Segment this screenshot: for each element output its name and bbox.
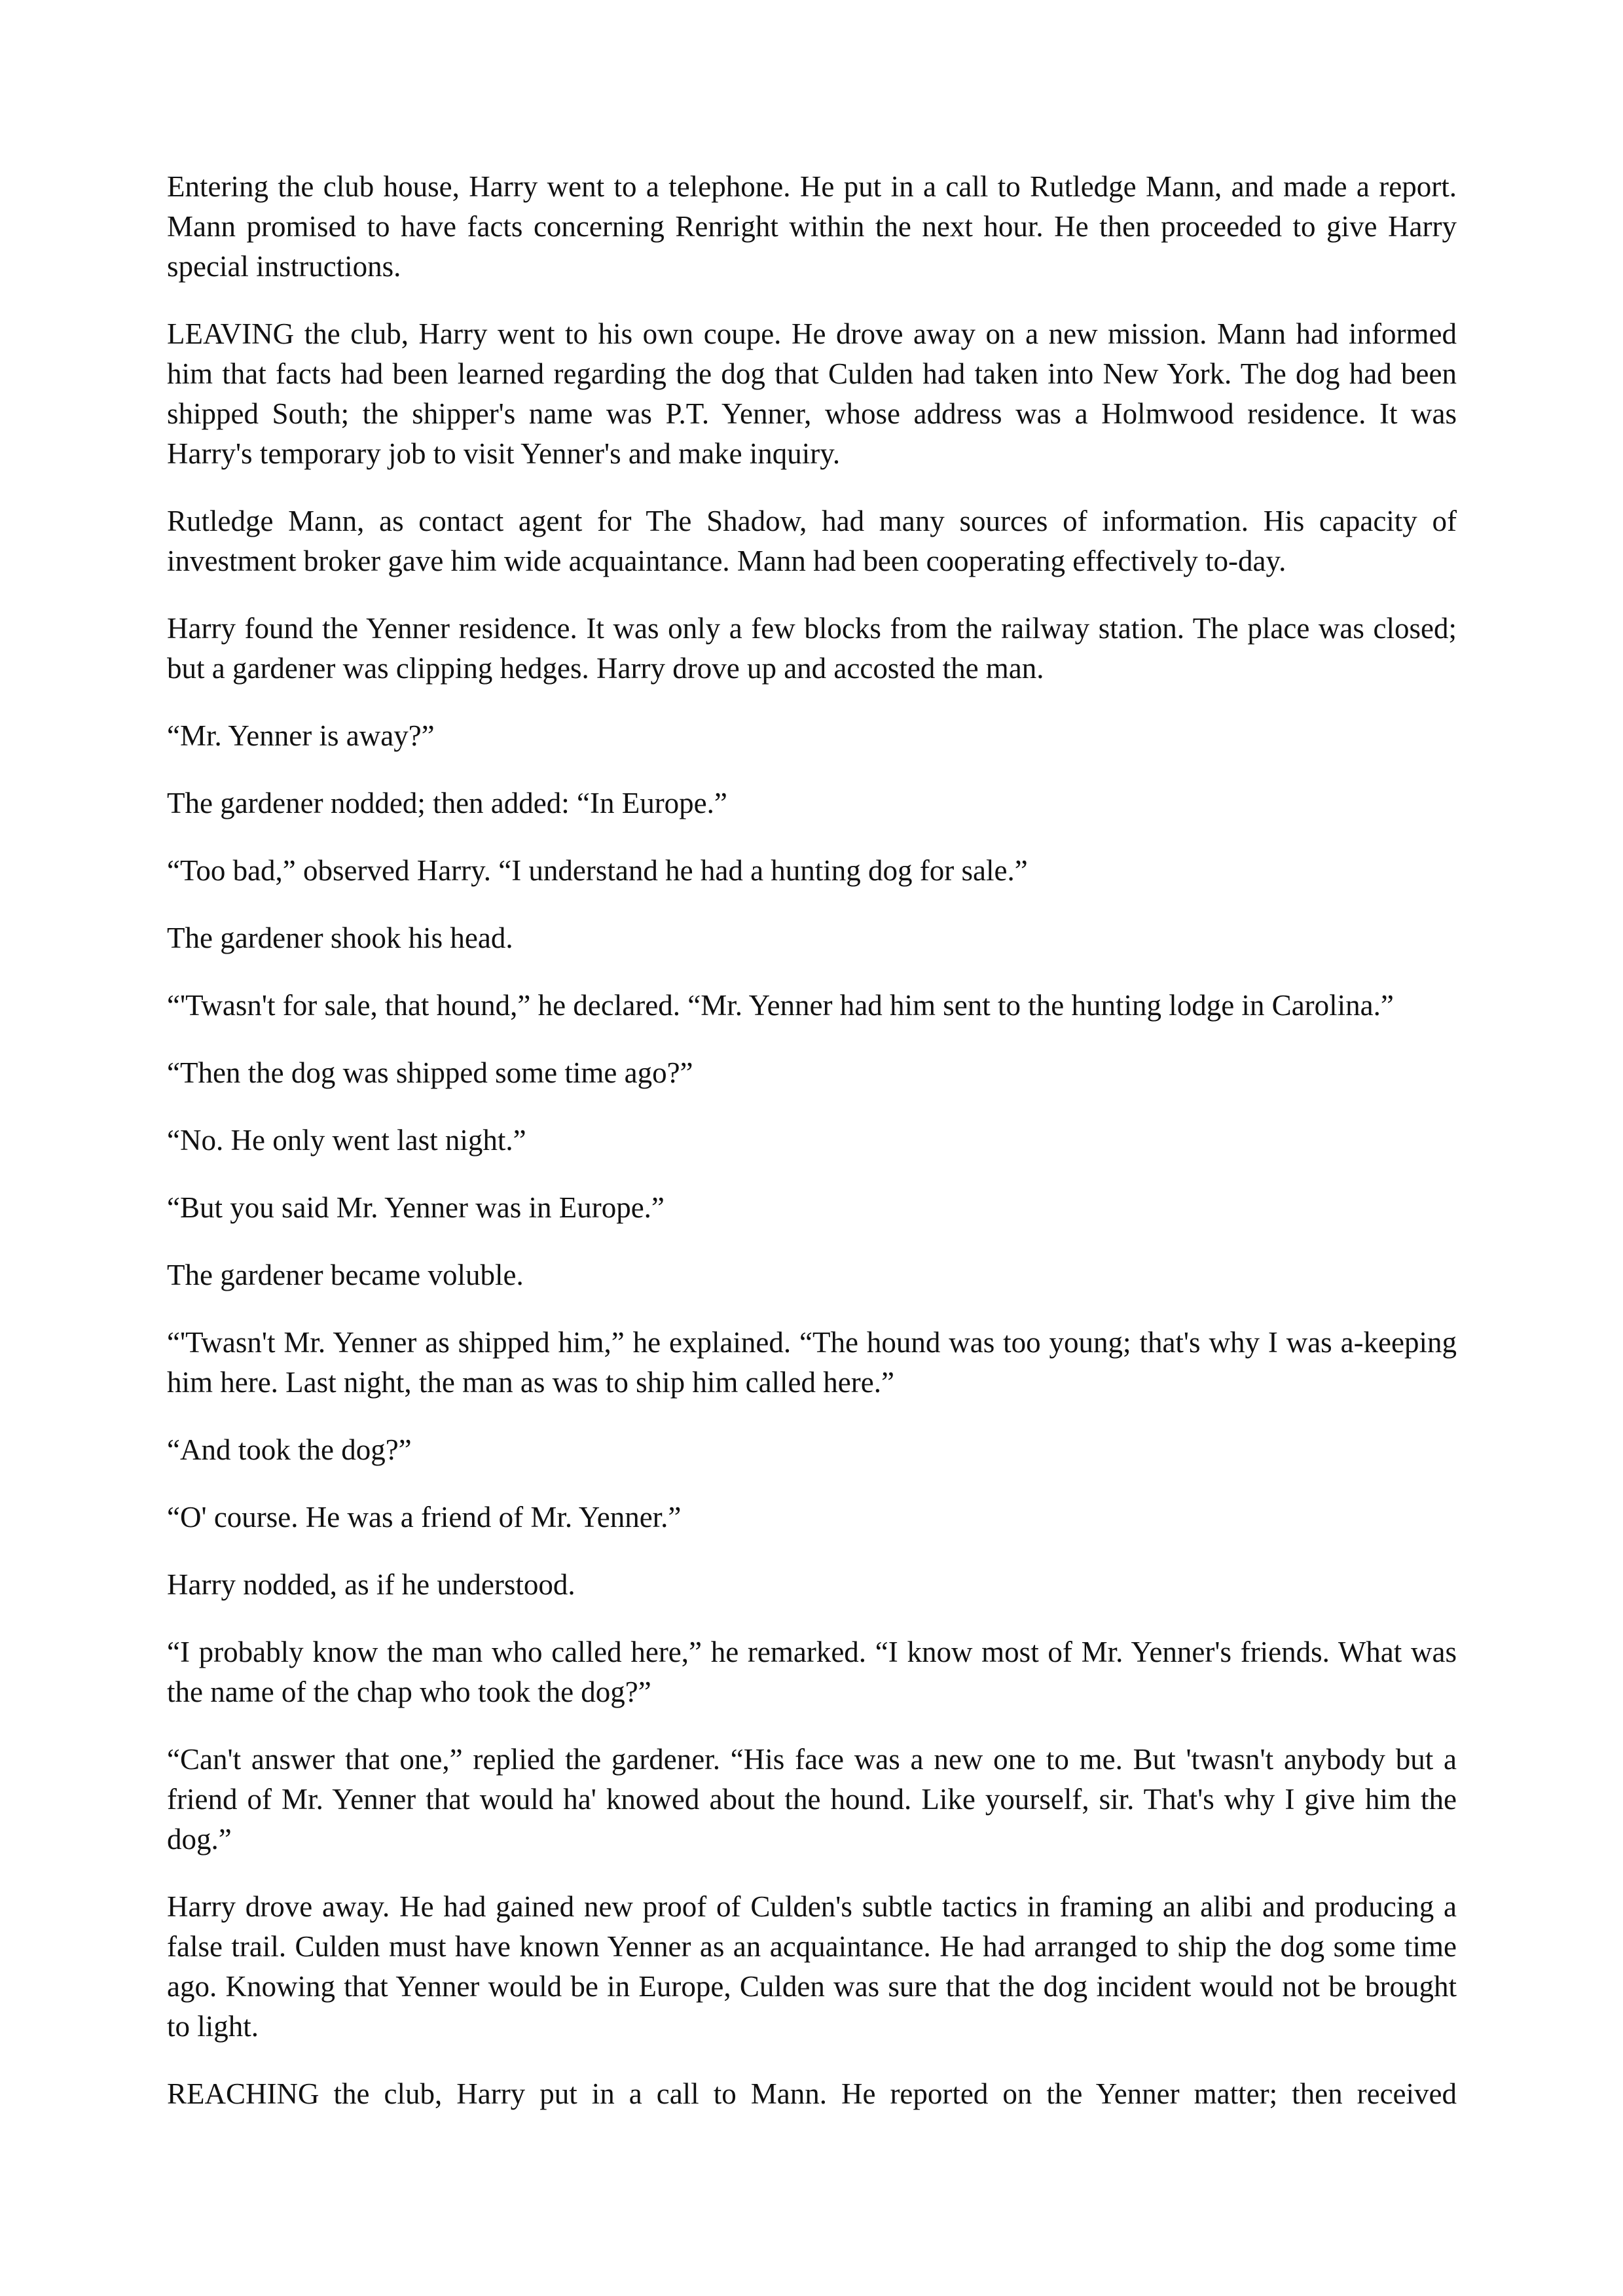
paragraph: Harry drove away. He had gained new proof of Culden's subtle tactics in framing an alibi and producing a false trail. Culden must have known Yenner as an acquaintance. He had arranged to ship the dog some time ago. Knowing that Yenner would be in Europe, Culden was sure that the dog incident would not be brought to light. (167, 1890, 1457, 2043)
paragraph: The gardener became voluble. (167, 1259, 524, 1291)
paragraph: “Then the dog was shipped some time ago?” (167, 1056, 693, 1089)
paragraph: “Too bad,” observed Harry. “I understand he had a hunting dog for sale.” (167, 854, 1028, 887)
paragraph: Harry found the Yenner residence. It was only a few blocks from the railway station. The place was closed; but a gardener was clipping hedges. Harry drove up and accosted the man. (167, 612, 1457, 685)
paragraph: “O' course. He was a friend of Mr. Yenner.” (167, 1501, 682, 1534)
paragraph: “'Twasn't for sale, that hound,” he declared. “Mr. Yenner had him sent to the hunting lodge in Carolina.” (167, 989, 1394, 1022)
paragraph: “I probably know the man who called here,” he remarked. “I know most of Mr. Yenner's friends. What was the name of the chap who took the dog?” (167, 1636, 1457, 1708)
paragraph: “Can't answer that one,” replied the gardener. “His face was a new one to me. But 'twasn't anybody but a friend of Mr. Yenner that would ha' knowed about the hound. Like yourself, sir. That's why I give him the dog.” (167, 1743, 1457, 1856)
paragraph: Harry nodded, as if he understood. (167, 1568, 575, 1601)
paragraph: The gardener shook his head. (167, 922, 513, 954)
paragraph: “But you said Mr. Yenner was in Europe.” (167, 1191, 665, 1224)
paragraph: Entering the club house, Harry went to a telephone. He put in a call to Rutledge Mann, and made a report. Mann promised to have facts concerning Renright within the next hour. He then proceeded to give Harry special instructions. (167, 170, 1457, 283)
paragraph: “Mr. Yenner is away?” (167, 719, 435, 752)
paragraph: Rutledge Mann, as contact agent for The Shadow, had many sources of information. His capacity of investment broker gave him wide acquaintance. Mann had been cooperating effectively to-day. (167, 505, 1457, 577)
paragraph: LEAVING the club, Harry went to his own coupe. He drove away on a new mission. Mann had informed him that facts had been learned regarding the dog that Culden had taken into New York. The dog had been shipped South; the shipper's name was P.T. Yenner, whose address was a Holmwood residence. It was Harry's temporary job to visit Yenner's and make inquiry. (167, 317, 1457, 470)
paragraph: The gardener nodded; then added: “In Europe.” (167, 787, 727, 819)
paragraph: REACHING the club, Harry put in a call to Mann. He reported on the Yenner matter; then received (167, 2077, 1457, 2110)
paragraph: “No. He only went last night.” (167, 1124, 526, 1157)
paragraph: “'Twasn't Mr. Yenner as shipped him,” he explained. “The hound was too young; that's why I was a-keeping him here. Last night, the man as was to ship him called here.” (167, 1326, 1457, 1399)
paragraph: “And took the dog?” (167, 1433, 412, 1466)
document-page (167, 167, 1457, 2114)
